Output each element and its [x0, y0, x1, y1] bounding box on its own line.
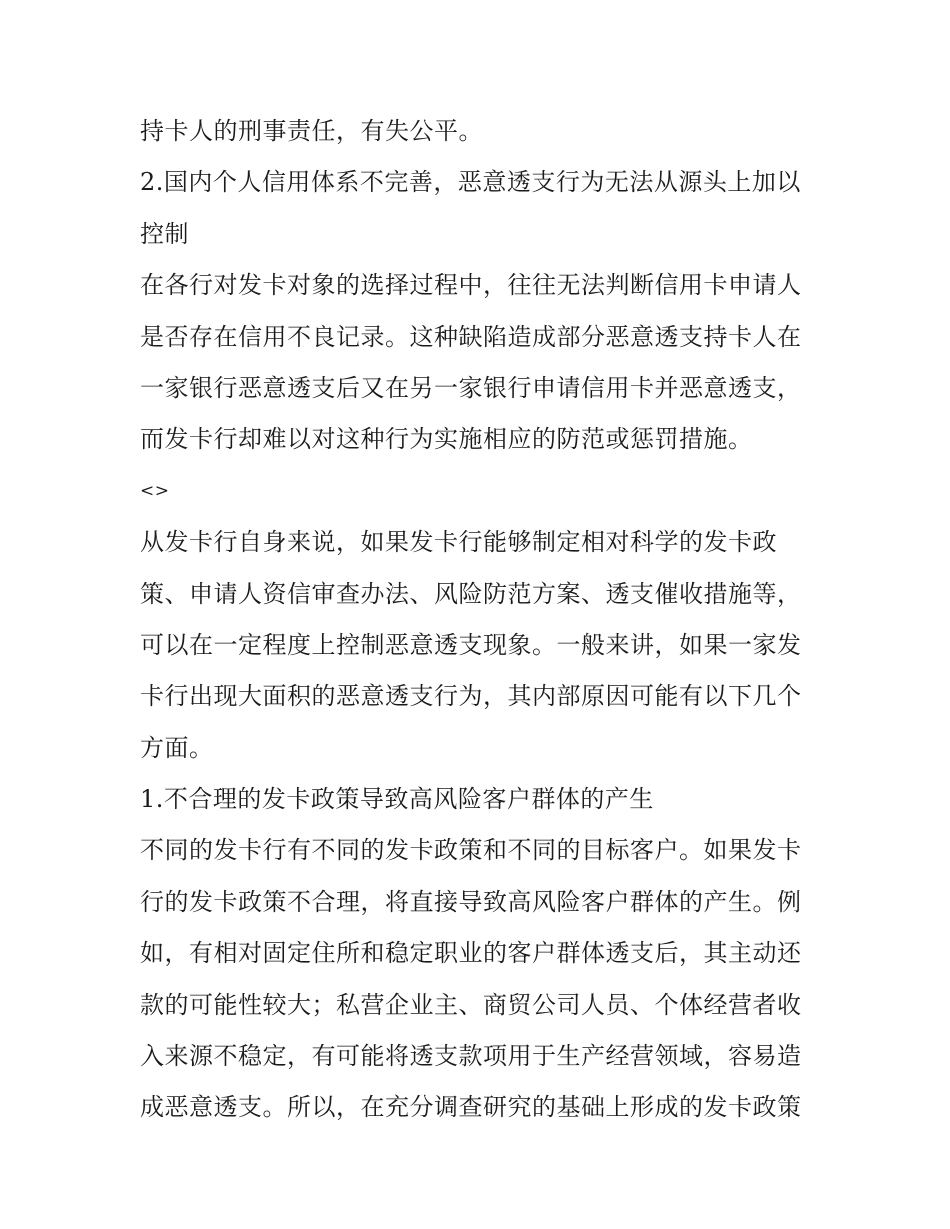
text-line: 款的可能性较大；私营企业主、商贸公司人员、个体经营者收 — [140, 990, 802, 1019]
text-line: 行的发卡政策不合理，将直接导致高风险客户群体的产生。例 — [140, 887, 802, 916]
text-line: 在各行对发卡对象的选择过程中，往往无法判断信用卡申请人 — [140, 271, 802, 300]
text-line: 从发卡行自身来说，如果发卡行能够制定相对科学的发卡政 — [140, 528, 777, 557]
text-line: 是否存在信用不良记录。这种缺陷造成部分恶意透支持卡人在 — [140, 322, 802, 351]
text-line: 而发卡行却难以对这种行为实施相应的防范或惩罚措施。 — [140, 425, 753, 454]
text-line: 方面。 — [140, 733, 214, 762]
text-line: 入来源不稳定，有可能将透支款项用于生产经营领域，容易造 — [140, 1042, 802, 1071]
placeholder-marker: <> — [140, 480, 170, 501]
section-heading: 2.国内个人信用体系不完善，恶意透支行为无法从源头上加以 — [140, 168, 801, 197]
text-line: 持卡人的刑事责任，有失公平。 — [140, 117, 483, 145]
text-line: 卡行出现大面积的恶意透支行为，其内部原因可能有以下几个 — [140, 682, 802, 711]
text-line: 如，有相对固定住所和稳定职业的客户群体透支后，其主动还 — [140, 939, 802, 968]
text-line: 不同的发卡行有不同的发卡政策和不同的目标客户。如果发卡 — [140, 836, 802, 865]
document-body — [140, 106, 820, 1134]
text-line: 策、申请人资信审查办法、风险防范方案、透支催收措施等， — [140, 579, 802, 608]
section-heading: 1.不合理的发卡政策导致高风险客户群体的产生 — [140, 785, 654, 814]
text-line: 可以在一定程度上控制恶意透支现象。一般来讲，如果一家发 — [140, 630, 802, 659]
text-line: 一家银行恶意透支后又在另一家银行申请信用卡并恶意透支， — [140, 373, 802, 402]
text-line: 成恶意透支。所以，在充分调查研究的基础上形成的发卡政策 — [140, 1093, 802, 1122]
section-heading-continued: 控制 — [140, 219, 189, 248]
